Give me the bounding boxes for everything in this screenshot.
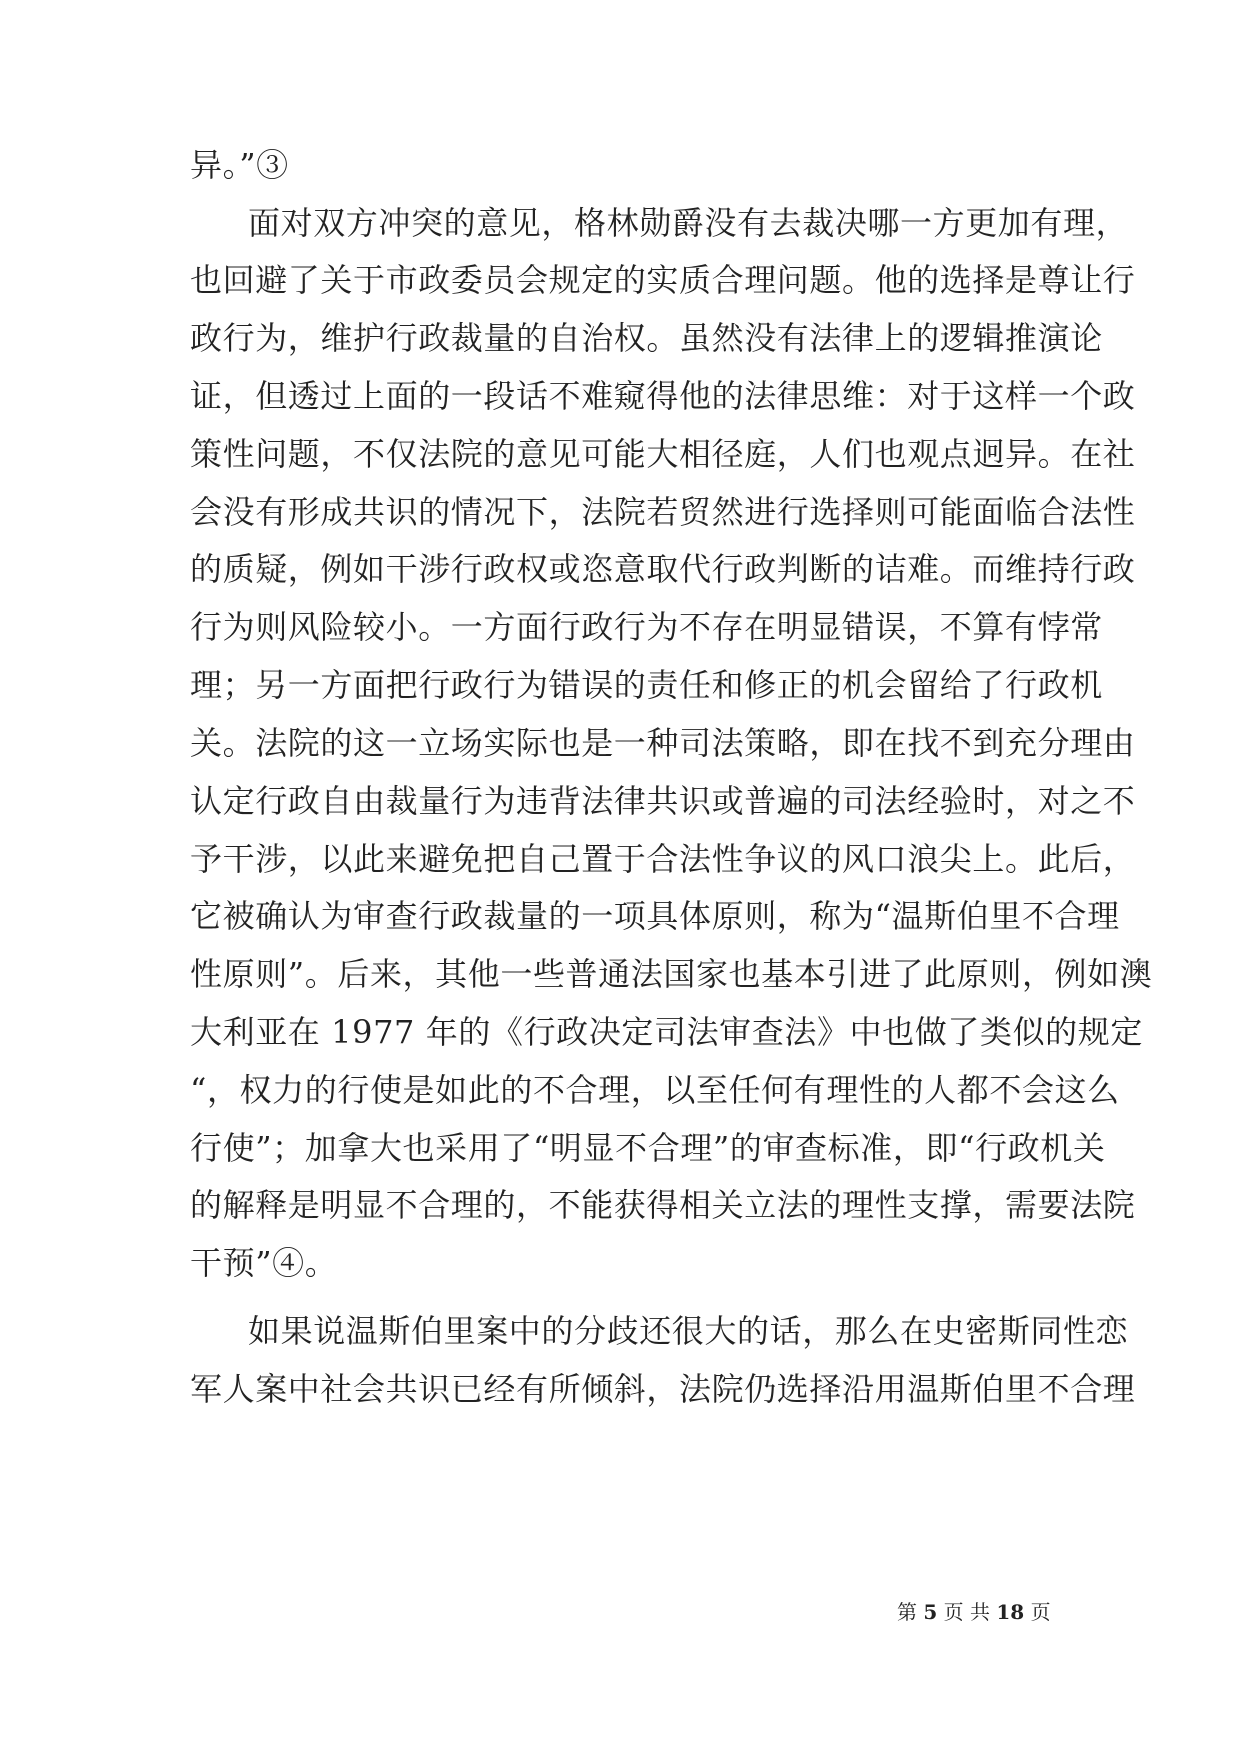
text-line: 性原则”。后来，其他一些普通法国家也基本引进了此原则，例如澳: [190, 955, 1153, 993]
text-line: 的质疑，例如干涉行政权或恣意取代行政判断的诘难。而维持行政: [190, 550, 1136, 588]
text-line: 理；另一方面把行政行为错误的责任和修正的机会留给了行政机: [190, 666, 1103, 704]
text-line: 行使”；加拿大也采用了“明显不合理”的审查标准，即“行政机关: [190, 1129, 1106, 1167]
footer-middle: 页 共: [943, 1600, 990, 1624]
text-line: 予干涉，以此来避免把自己置于合法性争议的风口浪尖上。此后，: [190, 840, 1136, 878]
footer-prefix: 第: [897, 1600, 917, 1624]
text-line: 关。法院的这一立场实际也是一种司法策略，即在找不到充分理由: [190, 724, 1136, 762]
text-line: 政行为，维护行政裁量的自治权。虽然没有法律上的逻辑推演论: [190, 319, 1103, 357]
text-line: 它被确认为审查行政裁量的一项具体原则，称为“温斯伯里不合理: [190, 897, 1120, 935]
page-footer: [897, 1600, 1051, 1624]
text-line: 干预”④。: [190, 1244, 338, 1282]
text-line: 也回避了关于市政委员会规定的实质合理问题。他的选择是尊让行: [190, 261, 1136, 299]
footer-suffix: 页: [1030, 1600, 1051, 1624]
text-line: 的解释是明显不合理的，不能获得相关立法的理性支撑，需要法院: [190, 1186, 1136, 1224]
text-line: 策性问题，不仅法院的意见可能大相径庭，人们也观点迥异。在社: [190, 435, 1136, 473]
text-line: 认定行政自由裁量行为违背法律共识或普遍的司法经验时，对之不: [190, 782, 1136, 820]
current-page-number: 5: [923, 1600, 938, 1624]
text-line: 如果说温斯伯里案中的分歧还很大的话，那么在史密斯同性恋: [248, 1312, 1129, 1350]
text-line: 会没有形成共识的情况下，法院若贸然进行选择则可能面临合法性: [190, 493, 1136, 531]
text-line: 行为则风险较小。一方面行政行为不存在明显错误，不算有悖常: [190, 608, 1103, 646]
total-pages-number: 18: [996, 1600, 1025, 1624]
text-line: “，权力的行使是如此的不合理，以至任何有理性的人都不会这么: [190, 1071, 1120, 1109]
text-line: 异。”③: [190, 146, 289, 184]
text-line: 证，但透过上面的一段话不难窥得他的法律思维：对于这样一个政: [190, 377, 1136, 415]
text-line: 军人案中社会共识已经有所倾斜，法院仍选择沿用温斯伯里不合理: [190, 1370, 1136, 1408]
text-line: 大利亚在 1977 年的《行政决定司法审查法》中也做了类似的规定: [190, 1013, 1143, 1051]
text-line: 面对双方冲突的意见，格林勋爵没有去裁决哪一方更加有理，: [248, 204, 1129, 242]
